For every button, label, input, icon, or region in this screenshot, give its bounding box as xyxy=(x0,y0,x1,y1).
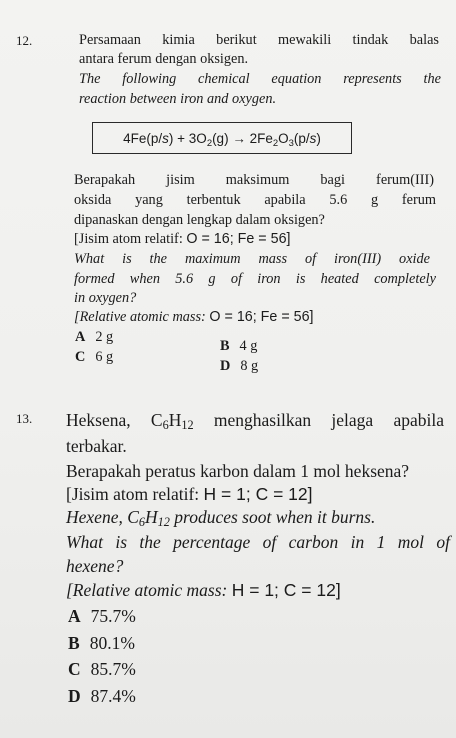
answer-option-a[interactable]: A 75.7% xyxy=(68,606,136,626)
question-text-english: Hexene, $C_6H_{12}$ produces soot when it burns. xyxy=(66,507,376,529)
question-text-malay: antara ferum dengan oksigen. xyxy=(79,51,249,67)
question-text-english: hexene? xyxy=(66,556,124,576)
answer-option-a[interactable]: A 2 g xyxy=(75,329,114,345)
question-text-english: What is the maximum mass of iron(III) oxide xyxy=(74,251,430,267)
question-text-english: reaction between iron and oxygen. xyxy=(79,91,277,107)
answer-option-c[interactable]: C 6 g xyxy=(75,349,114,365)
question-text-english: What is the percentage of carbon in 1 mol of xyxy=(66,532,450,552)
relative-atomic-mass-malay: [Jisim atom relatif: O = 16; Fe = 56] xyxy=(74,231,291,247)
answer-option-d[interactable]: D 87.4% xyxy=(68,686,136,706)
relative-atomic-mass-english: [Relative atomic mass: H = 1; C = 12] xyxy=(66,580,341,600)
relative-atomic-mass-english: [Relative atomic mass: O = 16; Fe = 56] xyxy=(74,309,314,325)
question-number: 12. xyxy=(16,33,33,48)
chemical-equation-box xyxy=(92,122,352,154)
answer-option-c[interactable]: C 85.7% xyxy=(68,659,136,679)
question-text-malay: Berapakah peratus karbon dalam 1 mol heksena? xyxy=(66,461,410,481)
answer-option-d[interactable]: D 8 g xyxy=(220,358,259,374)
equation-text: $4Fe(p/s) + 3O_2(g) \to 2Fe_2O_3(p/s)$ xyxy=(123,130,321,149)
question-text-english: in oxygen? xyxy=(74,290,137,306)
question-text-english: The following chemical equation represents the xyxy=(79,71,441,87)
answer-option-b[interactable]: B 80.1% xyxy=(68,633,135,653)
question-text-malay: oksida yang terbentuk apabila 5.6 g ferum xyxy=(74,192,436,208)
question-text-malay: Berapakah jisim maksimum bagi ferum(III) xyxy=(74,172,434,188)
question-text-english: formed when 5.6 g of iron is heated completely xyxy=(74,271,436,287)
question-text-malay: dipanaskan dengan lengkap dalam oksigen? xyxy=(74,212,325,228)
question-number: 13. xyxy=(16,411,33,426)
question-text-malay: Persamaan kimia berikut mewakili tindak balas xyxy=(79,32,439,48)
question-text-malay: terbakar. xyxy=(66,436,127,456)
relative-atomic-mass-malay: [Jisim atom relatif: H = 1; C = 12] xyxy=(66,484,313,504)
question-text-malay: Heksena, $C_6H_{12}$ menghasilkan jelaga apabila xyxy=(66,410,444,432)
answer-option-b[interactable]: B 4 g xyxy=(220,338,258,354)
